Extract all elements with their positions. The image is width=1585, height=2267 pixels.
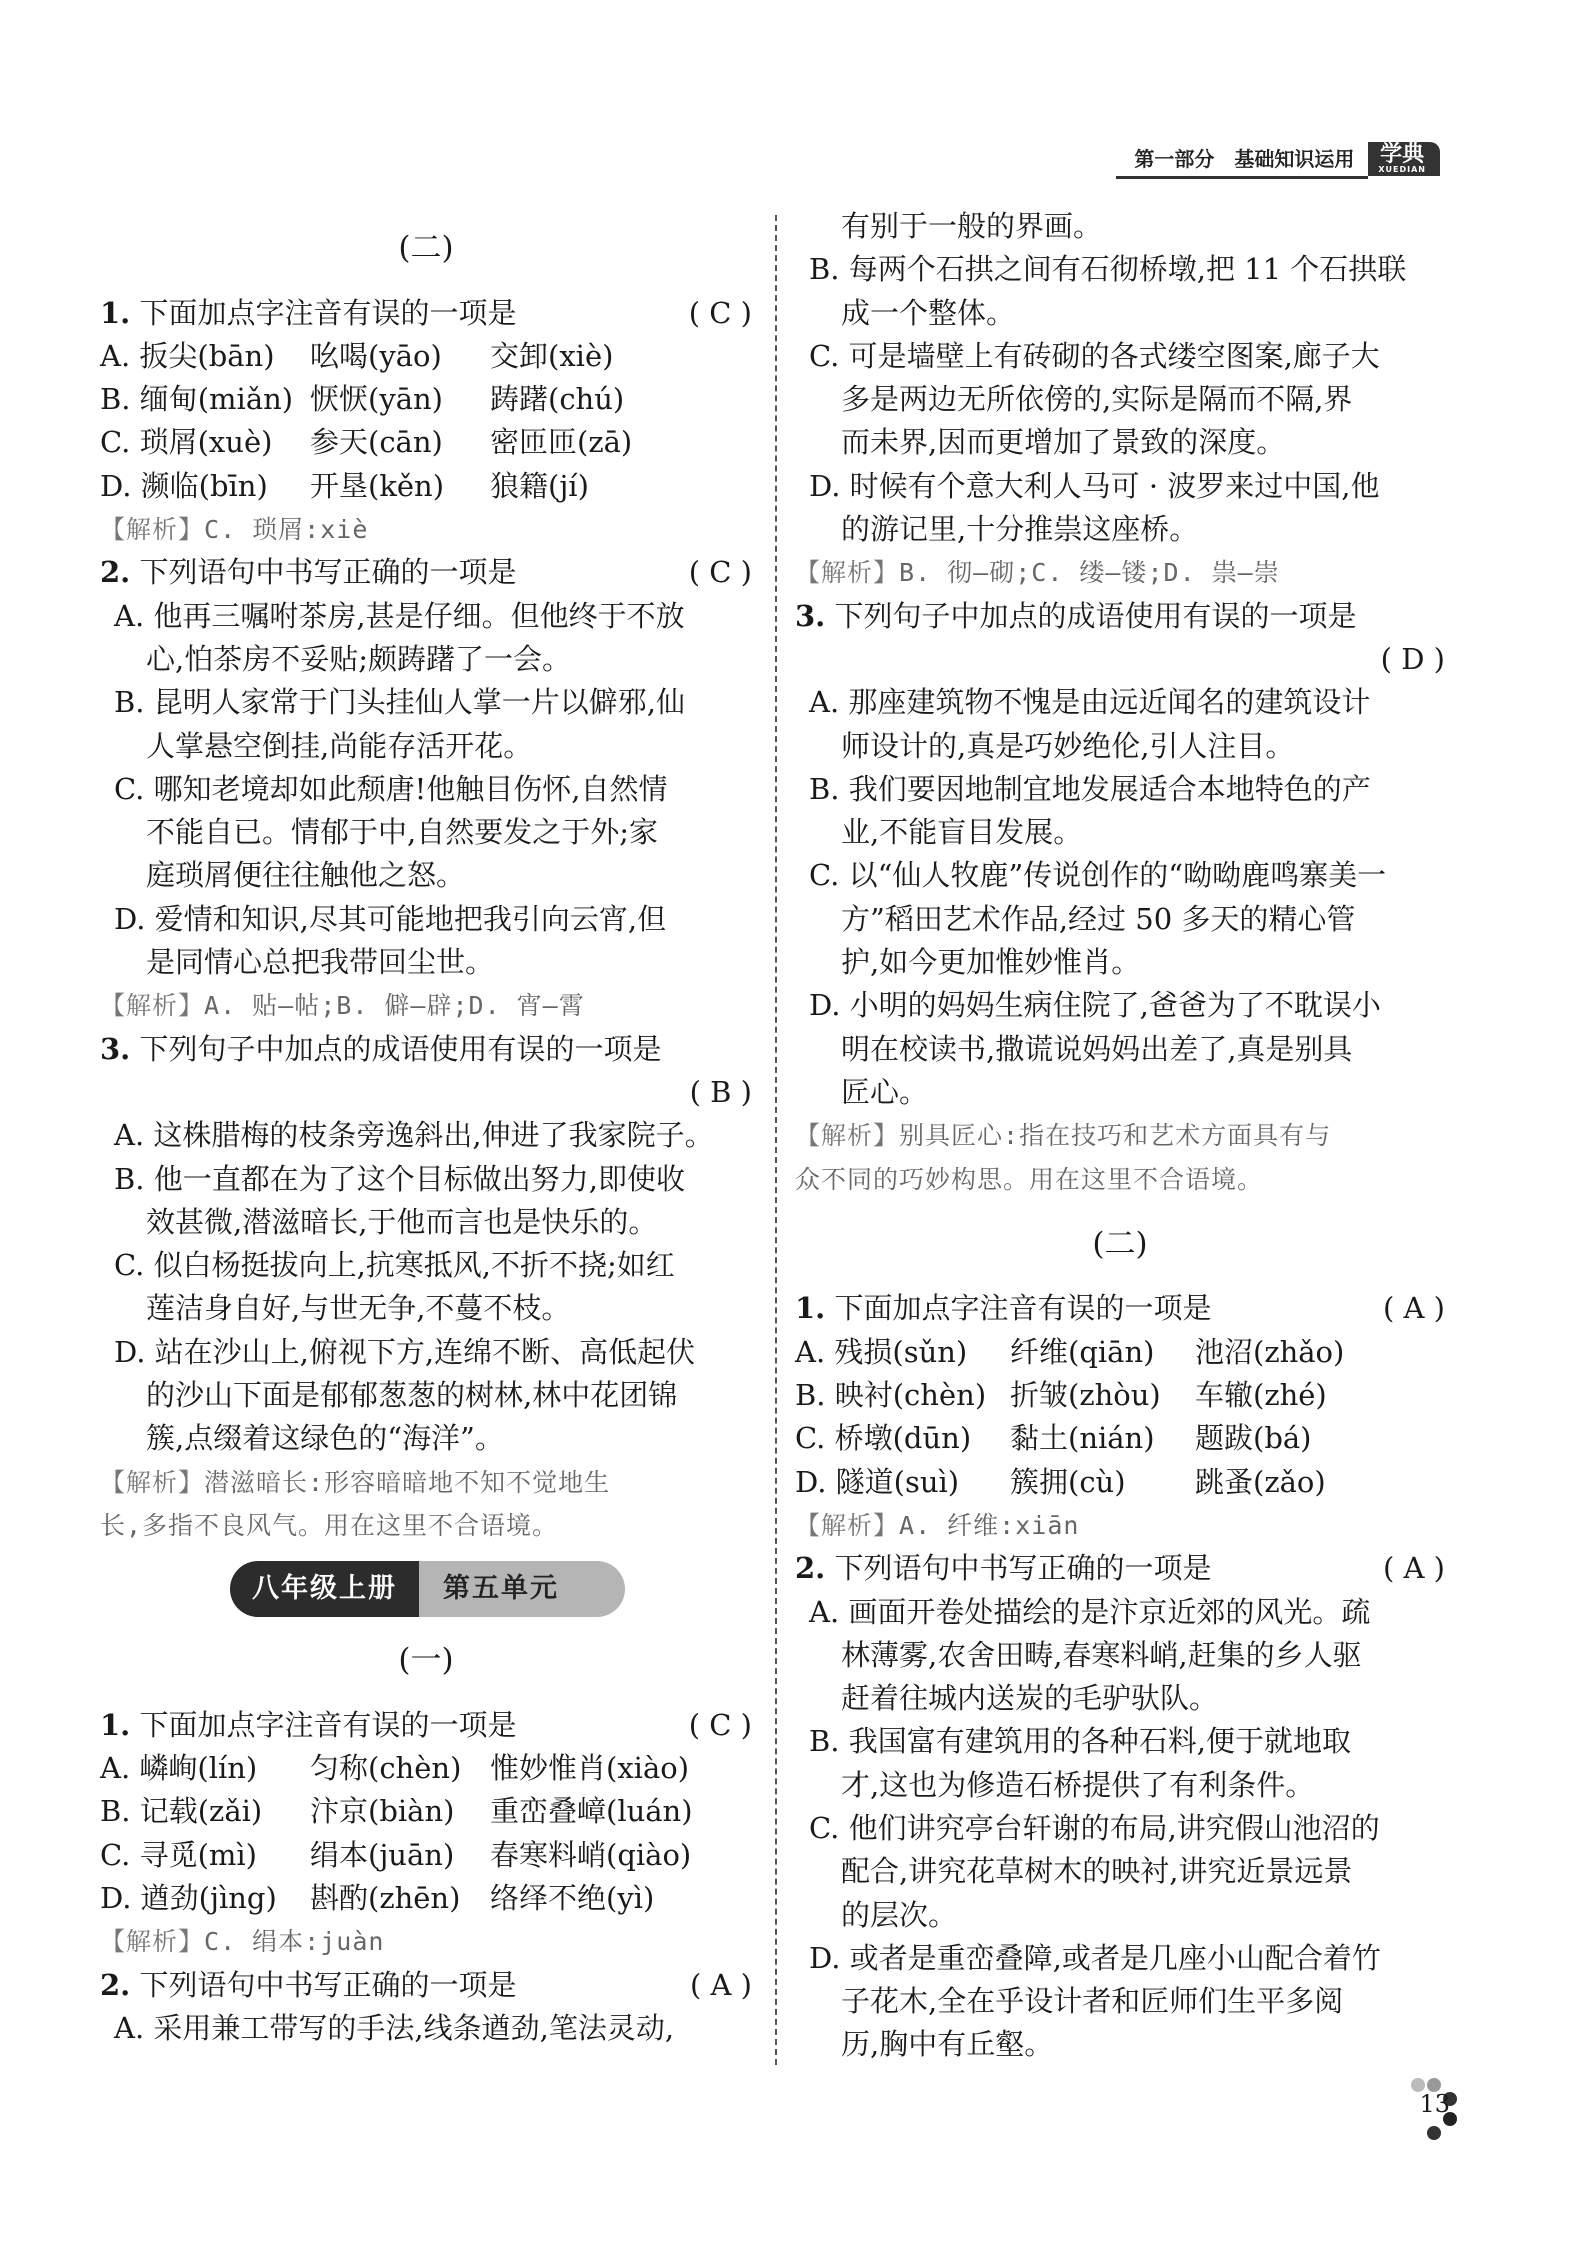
page-number: 13 xyxy=(1419,2090,1450,2118)
option-item: 题跋(bá) xyxy=(1195,1421,1312,1456)
question xyxy=(100,551,752,594)
section-heading: (一) xyxy=(398,1642,454,1679)
option-line: B. 他一直都在为了这个目标做出努力,即使收 xyxy=(114,1161,685,1196)
analysis-tag: 【解析】 xyxy=(795,1510,900,1540)
question-text: 下面加点字注音有误的一项是 xyxy=(139,295,517,330)
option-line: 匠心。 xyxy=(841,1074,929,1109)
banner-unit: 第五单元 xyxy=(419,1561,625,1617)
question-number: 1. xyxy=(100,1707,131,1742)
option-line: D. 时候有个意大利人马可 · 波罗来过中国,他 xyxy=(809,468,1380,503)
option-line: 簇,点缀着这绿色的“海洋”。 xyxy=(146,1421,504,1456)
brand-text: 学典 xyxy=(1380,142,1425,167)
answer: ( A ) xyxy=(1382,1551,1445,1586)
answer: ( B ) xyxy=(689,1074,752,1109)
option-item: 密匝匝(zā) xyxy=(490,425,633,460)
option-item: 黏土(nián) xyxy=(1010,1421,1155,1456)
option-item: 吆喝(yāo) xyxy=(310,338,442,373)
section-heading: (二) xyxy=(1092,1225,1148,1262)
page-header xyxy=(1116,140,1440,178)
question xyxy=(100,1028,752,1071)
option-row xyxy=(100,1790,752,1833)
option-item: 络绎不绝(yì) xyxy=(490,1880,655,1915)
answer: ( A ) xyxy=(1382,1291,1445,1326)
column-divider xyxy=(775,215,777,2065)
option-row xyxy=(795,1331,1445,1374)
option-line: 而未界,因而更增加了景致的深度。 xyxy=(841,425,1286,460)
option-line: 是同情心总把我带回尘世。 xyxy=(146,945,495,980)
analysis-tag: 【解析】 xyxy=(100,515,205,545)
option-item: 春寒料峭(qiào) xyxy=(490,1837,692,1872)
option-line: 历,胸中有丘壑。 xyxy=(841,2027,1054,2062)
option-item: 车辙(zhé) xyxy=(1195,1378,1327,1413)
option-line: A. 他再三嘱咐茶房,甚是仔细。但他终于不放 xyxy=(114,598,685,633)
analysis-text: B. 彻—砌;C. 缕—镂;D. 祟—崇 xyxy=(899,558,1280,588)
analysis xyxy=(100,1461,752,1504)
option-line: 效甚微,潜滋暗长,于他而言也是快乐的。 xyxy=(146,1204,658,1239)
option-row xyxy=(100,1747,752,1790)
option-row xyxy=(100,421,752,464)
question xyxy=(795,1547,1445,1590)
option-item: 恹恹(yān) xyxy=(310,382,443,417)
section-heading: (二) xyxy=(398,230,454,266)
option-block xyxy=(795,205,1445,551)
option-item: B. 记载(zǎi) xyxy=(100,1794,263,1829)
analysis xyxy=(795,551,1445,594)
option-line: 的沙山下面是郁郁葱葱的树林,林中花团锦 xyxy=(146,1378,678,1413)
analysis xyxy=(795,1114,1445,1157)
answer: ( C ) xyxy=(688,295,752,330)
option-line: 子花木,全在乎设计者和匠师们生平多阅 xyxy=(841,1984,1344,2019)
analysis xyxy=(795,1504,1445,1547)
option-item: 开垦(kěn) xyxy=(310,468,445,503)
question-number: 3. xyxy=(795,598,826,633)
option-block xyxy=(795,681,1445,1114)
question-text: 下列语句中书写正确的一项是 xyxy=(834,1551,1212,1586)
option-item: 汴京(biàn) xyxy=(310,1794,455,1829)
option-row xyxy=(795,1417,1445,1460)
answer-line xyxy=(795,638,1445,681)
option-line: 赶着往城内送炭的毛驴驮队。 xyxy=(841,1681,1219,1716)
analysis-text: A. 贴—帖;B. 僻—辟;D. 宵—霄 xyxy=(204,991,585,1021)
analysis-tag: 【解析】 xyxy=(100,1467,205,1497)
analysis-tag: 【解析】 xyxy=(795,1121,900,1151)
analysis-text: A. 纤维:xiān xyxy=(899,1510,1080,1540)
option-item: A. 扳尖(bān) xyxy=(100,338,275,373)
analysis-text: 别具匠心:指在技巧和艺术方面具有与 xyxy=(899,1121,1332,1151)
option-item: B. 缅甸(miǎn) xyxy=(100,382,294,417)
option-line: 的层次。 xyxy=(841,1897,958,1932)
option-row xyxy=(795,1461,1445,1504)
option-item: 斟酌(zhēn) xyxy=(310,1880,461,1915)
analysis-continued: 众不同的巧妙构思。用在这里不合语境。 xyxy=(795,1164,1264,1194)
option-line: B. 每两个石拱之间有石彻桥墩,把 11 个石拱联 xyxy=(809,252,1407,287)
option-item: 交卸(xiè) xyxy=(490,338,614,373)
option-line: 不能自已。情郁于中,自然要发之于外;家 xyxy=(146,815,658,850)
option-row xyxy=(100,465,752,508)
question-text: 下列语句中书写正确的一项是 xyxy=(139,1967,517,2002)
option-item: 跳蚤(zǎo) xyxy=(1195,1464,1326,1499)
question-number: 1. xyxy=(795,1291,826,1326)
question-text: 下面加点字注音有误的一项是 xyxy=(834,1291,1212,1326)
option-item: 重峦叠嶂(luán) xyxy=(490,1794,693,1829)
option-item: D. 隧道(suì) xyxy=(795,1464,960,1499)
option-item: D. 濒临(bīn) xyxy=(100,468,268,503)
option-line: D. 爱情和知识,尽其可能地把我引向云宵,但 xyxy=(114,901,667,936)
right-column xyxy=(795,205,1445,2067)
option-line: D. 站在沙山上,俯视下方,连绵不断、高低起伏 xyxy=(114,1334,696,1369)
option-block xyxy=(795,1591,1445,2067)
option-line: C. 哪知老境却如此颓唐!他触目伤怀,自然情 xyxy=(114,771,668,806)
option-line: D. 或者是重峦叠障,或者是几座小山配合着竹 xyxy=(809,1940,1381,1975)
option-line: A. 那座建筑物不愧是由远近闻名的建筑设计 xyxy=(809,685,1371,720)
option-item: 参天(cān) xyxy=(310,425,443,460)
banner-grade: 八年级上册 xyxy=(230,1561,419,1617)
option-line: 才,这也为修造石桥提供了有利条件。 xyxy=(841,1767,1315,1802)
question-text: 下列句子中加点的成语使用有误的一项是 xyxy=(834,598,1357,633)
option-line: D. 小明的妈妈生病住院了,爸爸为了不耽误小 xyxy=(809,988,1381,1023)
option-line: A. 画面开卷处描绘的是汴京近郊的风光。疏 xyxy=(809,1594,1371,1629)
option-item: A. 残损(sǔn) xyxy=(795,1334,968,1369)
option-line: B. 我国富有建筑用的各种石料,便于就地取 xyxy=(809,1724,1351,1759)
answer-line xyxy=(100,1071,752,1114)
left-column xyxy=(100,205,752,2050)
option-line: C. 以“仙人牧鹿”传说创作的“呦呦鹿鸣寨美一 xyxy=(809,858,1387,893)
option-line: C. 似白杨挺拔向上,抗寒抵风,不折不挠;如红 xyxy=(114,1248,675,1283)
option-line: 师设计的,真是巧妙绝伦,引人注目。 xyxy=(841,728,1295,763)
option-item: 折皱(zhòu) xyxy=(1010,1378,1161,1413)
option-line: 方”稻田艺术作品,经过 50 多天的精心管 xyxy=(841,901,1356,936)
unit-banner xyxy=(230,1561,625,1617)
brand-logo xyxy=(1368,142,1440,176)
answer: ( A ) xyxy=(689,1967,752,2002)
analysis-tag: 【解析】 xyxy=(795,558,900,588)
question-number: 2. xyxy=(100,1967,131,2002)
option-item: A. 嶙峋(lín) xyxy=(100,1751,258,1786)
option-item: 纤维(qiān) xyxy=(1010,1334,1155,1369)
question-text: 下面加点字注音有误的一项是 xyxy=(139,1707,517,1742)
option-line: 林薄雾,农舍田畴,春寒料峭,赶集的乡人驱 xyxy=(841,1637,1362,1672)
analysis-tag: 【解析】 xyxy=(100,1927,205,1957)
option-block xyxy=(100,595,752,985)
option-item: D. 遒劲(jìng) xyxy=(100,1880,277,1915)
option-item: 池沼(zhǎo) xyxy=(1195,1334,1345,1369)
option-block xyxy=(100,1114,752,1460)
option-line: 人掌悬空倒挂,尚能存活开花。 xyxy=(146,728,533,763)
option-item: C. 寻觅(mì) xyxy=(100,1837,257,1872)
question-text: 下列语句中书写正确的一项是 xyxy=(139,555,517,590)
header-title: 第一部分 基础知识运用 xyxy=(1116,139,1368,179)
analysis-continued: 长,多指不良风气。用在这里不合语境。 xyxy=(100,1510,559,1540)
option-item: 簇拥(cù) xyxy=(1010,1464,1126,1499)
option-row xyxy=(100,1877,752,1920)
option-line: A. 采用兼工带写的手法,线条遒劲,笔法灵动, xyxy=(114,2010,675,2045)
option-item: B. 映衬(chèn) xyxy=(795,1378,987,1413)
option-line: 多是两边无所依傍的,实际是隔而不隔,界 xyxy=(841,382,1353,417)
option-line: 庭琐屑便往往触他之怒。 xyxy=(146,858,466,893)
question-number: 1. xyxy=(100,295,131,330)
option-line: 配合,讲究花草树木的映衬,讲究近景远景 xyxy=(841,1854,1353,1889)
analysis xyxy=(100,1920,752,1963)
option-row xyxy=(100,335,752,378)
question xyxy=(100,1704,752,1747)
option-line: 莲洁身自好,与世无争,不蔓不枝。 xyxy=(146,1291,571,1326)
option-line: 的游记里,十分推祟这座桥。 xyxy=(841,512,1199,547)
answer: ( D ) xyxy=(1380,641,1445,676)
option-line: C. 他们讲究亭台轩谢的布局,讲究假山池沼的 xyxy=(809,1810,1380,1845)
option-line: 成一个整体。 xyxy=(841,295,1016,330)
question-text: 下列句子中加点的成语使用有误的一项是 xyxy=(139,1031,662,1066)
option-line: 护,如今更加惟妙惟肖。 xyxy=(841,945,1141,980)
option-item: 惟妙惟肖(xiào) xyxy=(490,1751,690,1786)
option-line: B. 我们要因地制宜地发展适合本地特色的产 xyxy=(809,771,1371,806)
question-number: 2. xyxy=(100,555,131,590)
option-item: 踌躇(chú) xyxy=(490,382,625,417)
answer: ( C ) xyxy=(688,1707,752,1742)
answer: ( C ) xyxy=(688,555,752,590)
analysis-text: C. 绢本:juàn xyxy=(204,1927,385,1957)
analysis-tag: 【解析】 xyxy=(100,991,205,1021)
option-line: B. 昆明人家常于门头挂仙人掌一片以僻邪,仙 xyxy=(114,685,685,720)
question-number: 3. xyxy=(100,1031,131,1066)
option-line: 业,不能盲目发展。 xyxy=(841,815,1083,850)
option-line: 有别于一般的界画。 xyxy=(841,209,1103,243)
option-item: 匀称(chèn) xyxy=(310,1751,462,1786)
analysis-text: C. 琐屑:xiè xyxy=(204,515,369,545)
question xyxy=(795,595,1445,638)
option-row xyxy=(795,1374,1445,1417)
question-number: 2. xyxy=(795,1551,826,1586)
option-item: 狼籍(jí) xyxy=(490,468,589,503)
option-line: A. 这株腊梅的枝条旁逸斜出,伸进了我家院子。 xyxy=(114,1118,714,1153)
option-item: C. 琐屑(xuè) xyxy=(100,425,273,460)
analysis xyxy=(100,984,752,1027)
question xyxy=(795,1287,1445,1330)
option-line: 心,怕茶房不妥贴;颇踌躇了一会。 xyxy=(146,641,571,676)
brand-subtext: XUEDIAN xyxy=(1378,165,1426,174)
analysis-text: 潜滋暗长:形容暗暗地不知不觉地生 xyxy=(204,1467,611,1497)
option-row xyxy=(100,378,752,421)
option-line: C. 可是墙壁上有砖砌的各式缕空图案,廊子大 xyxy=(809,338,1380,373)
option-line: 明在校读书,撒谎说妈妈出差了,真是别具 xyxy=(841,1031,1353,1066)
analysis xyxy=(100,508,752,551)
option-row xyxy=(100,1834,752,1877)
option-item: 绢本(juān) xyxy=(310,1837,455,1872)
question xyxy=(100,1964,752,2007)
option-item: C. 桥墩(dūn) xyxy=(795,1421,972,1456)
option-block xyxy=(100,2007,752,2050)
question xyxy=(100,292,752,335)
